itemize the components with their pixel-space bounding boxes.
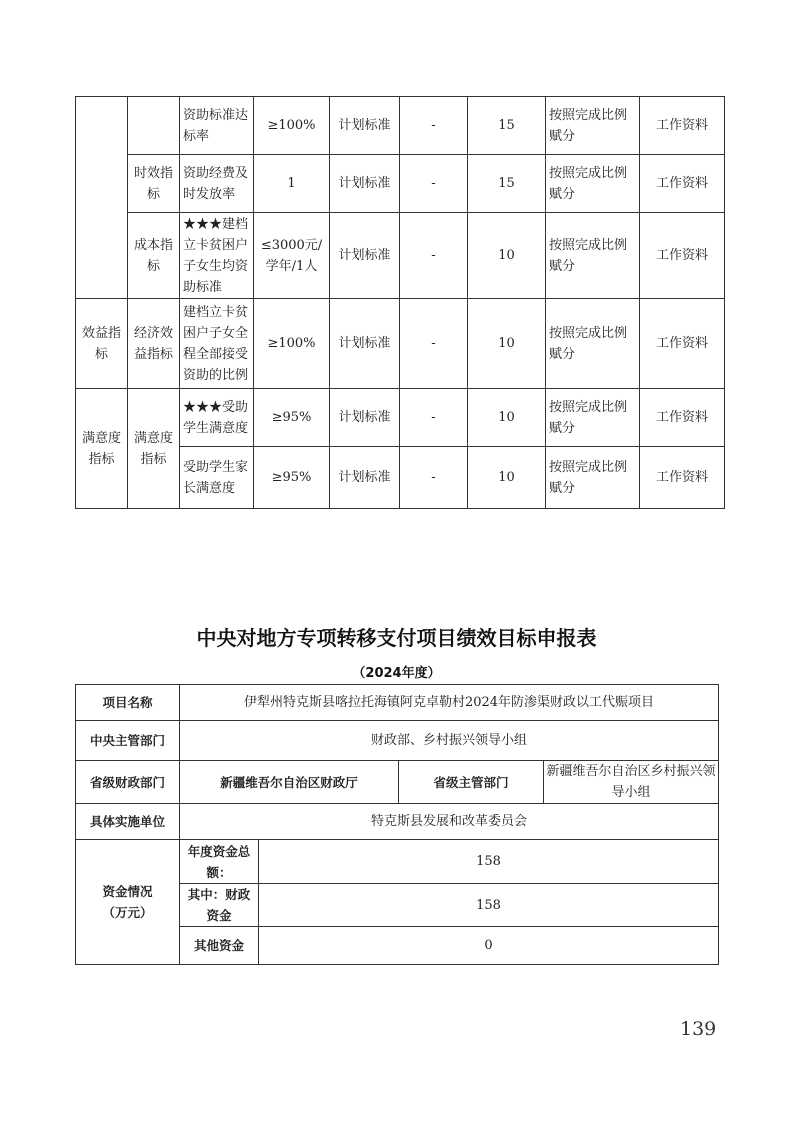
funds-label-line2: （万元） (102, 905, 153, 920)
basis-cell: 计划标准 (330, 155, 400, 213)
page-number: 139 (680, 1018, 717, 1040)
impl-unit-label: 具体实施单位 (76, 804, 180, 840)
indicator-level2-cell: 满意度指标 (128, 389, 180, 509)
funds-label (76, 840, 180, 965)
impl-unit-value: 特克斯县发展和改革委员会 (180, 804, 719, 840)
table-row (76, 721, 719, 761)
indicator-value-cell: ≤3000元/学年/1人 (254, 213, 330, 299)
application-form-table (75, 684, 719, 965)
table-row (76, 97, 725, 155)
indicator-value-cell: ≥95% (254, 389, 330, 447)
prov-dept-value: 新疆维吾尔自治区乡村振兴领导小组 (544, 761, 719, 804)
weight-cell: 10 (468, 389, 546, 447)
indicator-name-cell: 受助学生家长满意度 (180, 447, 254, 509)
basis-cell: 计划标准 (330, 299, 400, 389)
dash-cell: - (400, 389, 468, 447)
annual-total-label: 年度资金总额： (180, 840, 259, 884)
prov-dept-label: 省级主管部门 (399, 761, 544, 804)
evidence-cell: 工作资料 (640, 97, 725, 155)
indicator-name-cell: 建档立卡贫困户子女全程全部接受资助的比例 (180, 299, 254, 389)
table-row (76, 840, 719, 884)
central-dept-label: 中央主管部门 (76, 721, 180, 761)
method-cell: 按照完成比例赋分 (546, 299, 640, 389)
method-cell: 按照完成比例赋分 (546, 213, 640, 299)
method-cell: 按照完成比例赋分 (546, 389, 640, 447)
indicator-level1-cell (76, 97, 128, 299)
dash-cell: - (400, 447, 468, 509)
table-row (76, 761, 719, 804)
dash-cell: - (400, 155, 468, 213)
weight-cell: 10 (468, 447, 546, 509)
indicator-value-cell: ≥95% (254, 447, 330, 509)
dash-cell: - (400, 97, 468, 155)
prov-finance-label: 省级财政部门 (76, 761, 180, 804)
table-row (76, 299, 725, 389)
indicator-level2-cell: 成本指标 (128, 213, 180, 299)
table-row (76, 804, 719, 840)
annual-total-value: 158 (259, 840, 719, 884)
weight-cell: 10 (468, 299, 546, 389)
indicator-level1-cell: 满意度指标 (76, 389, 128, 509)
project-name-label: 项目名称 (76, 685, 180, 721)
indicator-level2-cell: 经济效益指标 (128, 299, 180, 389)
indicator-level2-cell (128, 97, 180, 155)
table-row (76, 389, 725, 447)
other-funds-label: 其他资金 (180, 927, 259, 965)
basis-cell: 计划标准 (330, 447, 400, 509)
indicator-name-cell: ★★★建档立卡贫困户子女生均资助标准 (180, 213, 254, 299)
evidence-cell: 工作资料 (640, 299, 725, 389)
form-subtitle: （2024年度） (352, 666, 441, 681)
indicator-name-cell: ★★★受助学生满意度 (180, 389, 254, 447)
indicator-level2-cell: 时效指标 (128, 155, 180, 213)
central-dept-value: 财政部、乡村振兴领导小组 (180, 721, 719, 761)
project-name-value: 伊犁州特克斯县喀拉托海镇阿克卓勒村2024年防渗渠财政以工代赈项目 (180, 685, 719, 721)
method-cell: 按照完成比例赋分 (546, 447, 640, 509)
indicator-table (75, 96, 725, 509)
basis-cell: 计划标准 (330, 213, 400, 299)
dash-cell: - (400, 213, 468, 299)
evidence-cell: 工作资料 (640, 447, 725, 509)
indicator-name-cell: 资助标准达标率 (180, 97, 254, 155)
basis-cell: 计划标准 (330, 97, 400, 155)
indicator-name-cell: 资助经费及时发放率 (180, 155, 254, 213)
basis-cell: 计划标准 (330, 389, 400, 447)
method-cell: 按照完成比例赋分 (546, 155, 640, 213)
indicator-value-cell: 1 (254, 155, 330, 213)
table-row (76, 155, 725, 213)
weight-cell: 15 (468, 155, 546, 213)
table-row (76, 685, 719, 721)
indicator-value-cell: ≥100% (254, 299, 330, 389)
evidence-cell: 工作资料 (640, 155, 725, 213)
evidence-cell: 工作资料 (640, 389, 725, 447)
weight-cell: 15 (468, 97, 546, 155)
funds-label-line1: 资金情况 (102, 884, 153, 899)
weight-cell: 10 (468, 213, 546, 299)
indicator-level1-cell: 效益指标 (76, 299, 128, 389)
method-cell: 按照完成比例赋分 (546, 97, 640, 155)
evidence-cell: 工作资料 (640, 213, 725, 299)
indicator-value-cell: ≥100% (254, 97, 330, 155)
form-title: 中央对地方专项转移支付项目绩效目标申报表 (196, 626, 597, 650)
table-row (76, 213, 725, 299)
prov-finance-value: 新疆维吾尔自治区财政厅 (180, 761, 399, 804)
fiscal-funds-value: 158 (259, 884, 719, 927)
fiscal-funds-label: 其中：财政资金 (180, 884, 259, 927)
dash-cell: - (400, 299, 468, 389)
other-funds-value: 0 (259, 927, 719, 965)
